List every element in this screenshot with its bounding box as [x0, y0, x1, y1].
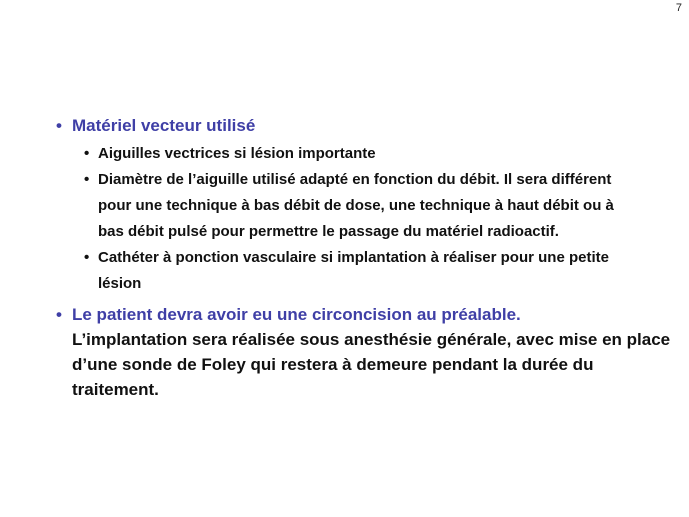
sub-bullet-item	[84, 141, 636, 167]
page-number: 7	[675, 2, 682, 14]
bullet-materiel	[56, 114, 676, 138]
section-heading: Matériel vecteur utilisé	[72, 116, 256, 135]
bullet-dot: •	[84, 145, 90, 162]
bullet-patient	[56, 303, 676, 327]
section-heading: Le patient devra avoir eu une circoncision au préalable.	[72, 305, 521, 324]
bullet-dot: •	[56, 116, 62, 135]
sub-bullet-item	[84, 245, 636, 297]
bullet-dot: •	[84, 249, 90, 266]
section-materiel	[56, 114, 676, 297]
sub-bullet-list	[56, 141, 636, 297]
sub-bullet-text: Diamètre de l’aiguille utilisé adapté en fonction du débit. Il sera différent pour une technique à bas débit de dose, une technique à haut débit ou à bas débit pulsé pour permettre le passage du matériel radioactif.	[98, 171, 614, 240]
sub-bullet-text: Cathéter à ponction vasculaire si implantation à réaliser pour une petite lésion	[98, 249, 609, 292]
slide-content	[56, 114, 676, 402]
bullet-dot: •	[84, 171, 90, 188]
section-body-text: L’implantation sera réalisée sous anesthésie générale, avec mise en place d’une sonde de Foley qui restera à demeure pendant la durée du traitement.	[72, 330, 671, 399]
sub-bullet-item	[84, 167, 636, 245]
section-patient	[56, 303, 676, 402]
bullet-dot: •	[56, 305, 62, 324]
sub-bullet-text: Aiguilles vectrices si lésion importante	[98, 145, 376, 162]
